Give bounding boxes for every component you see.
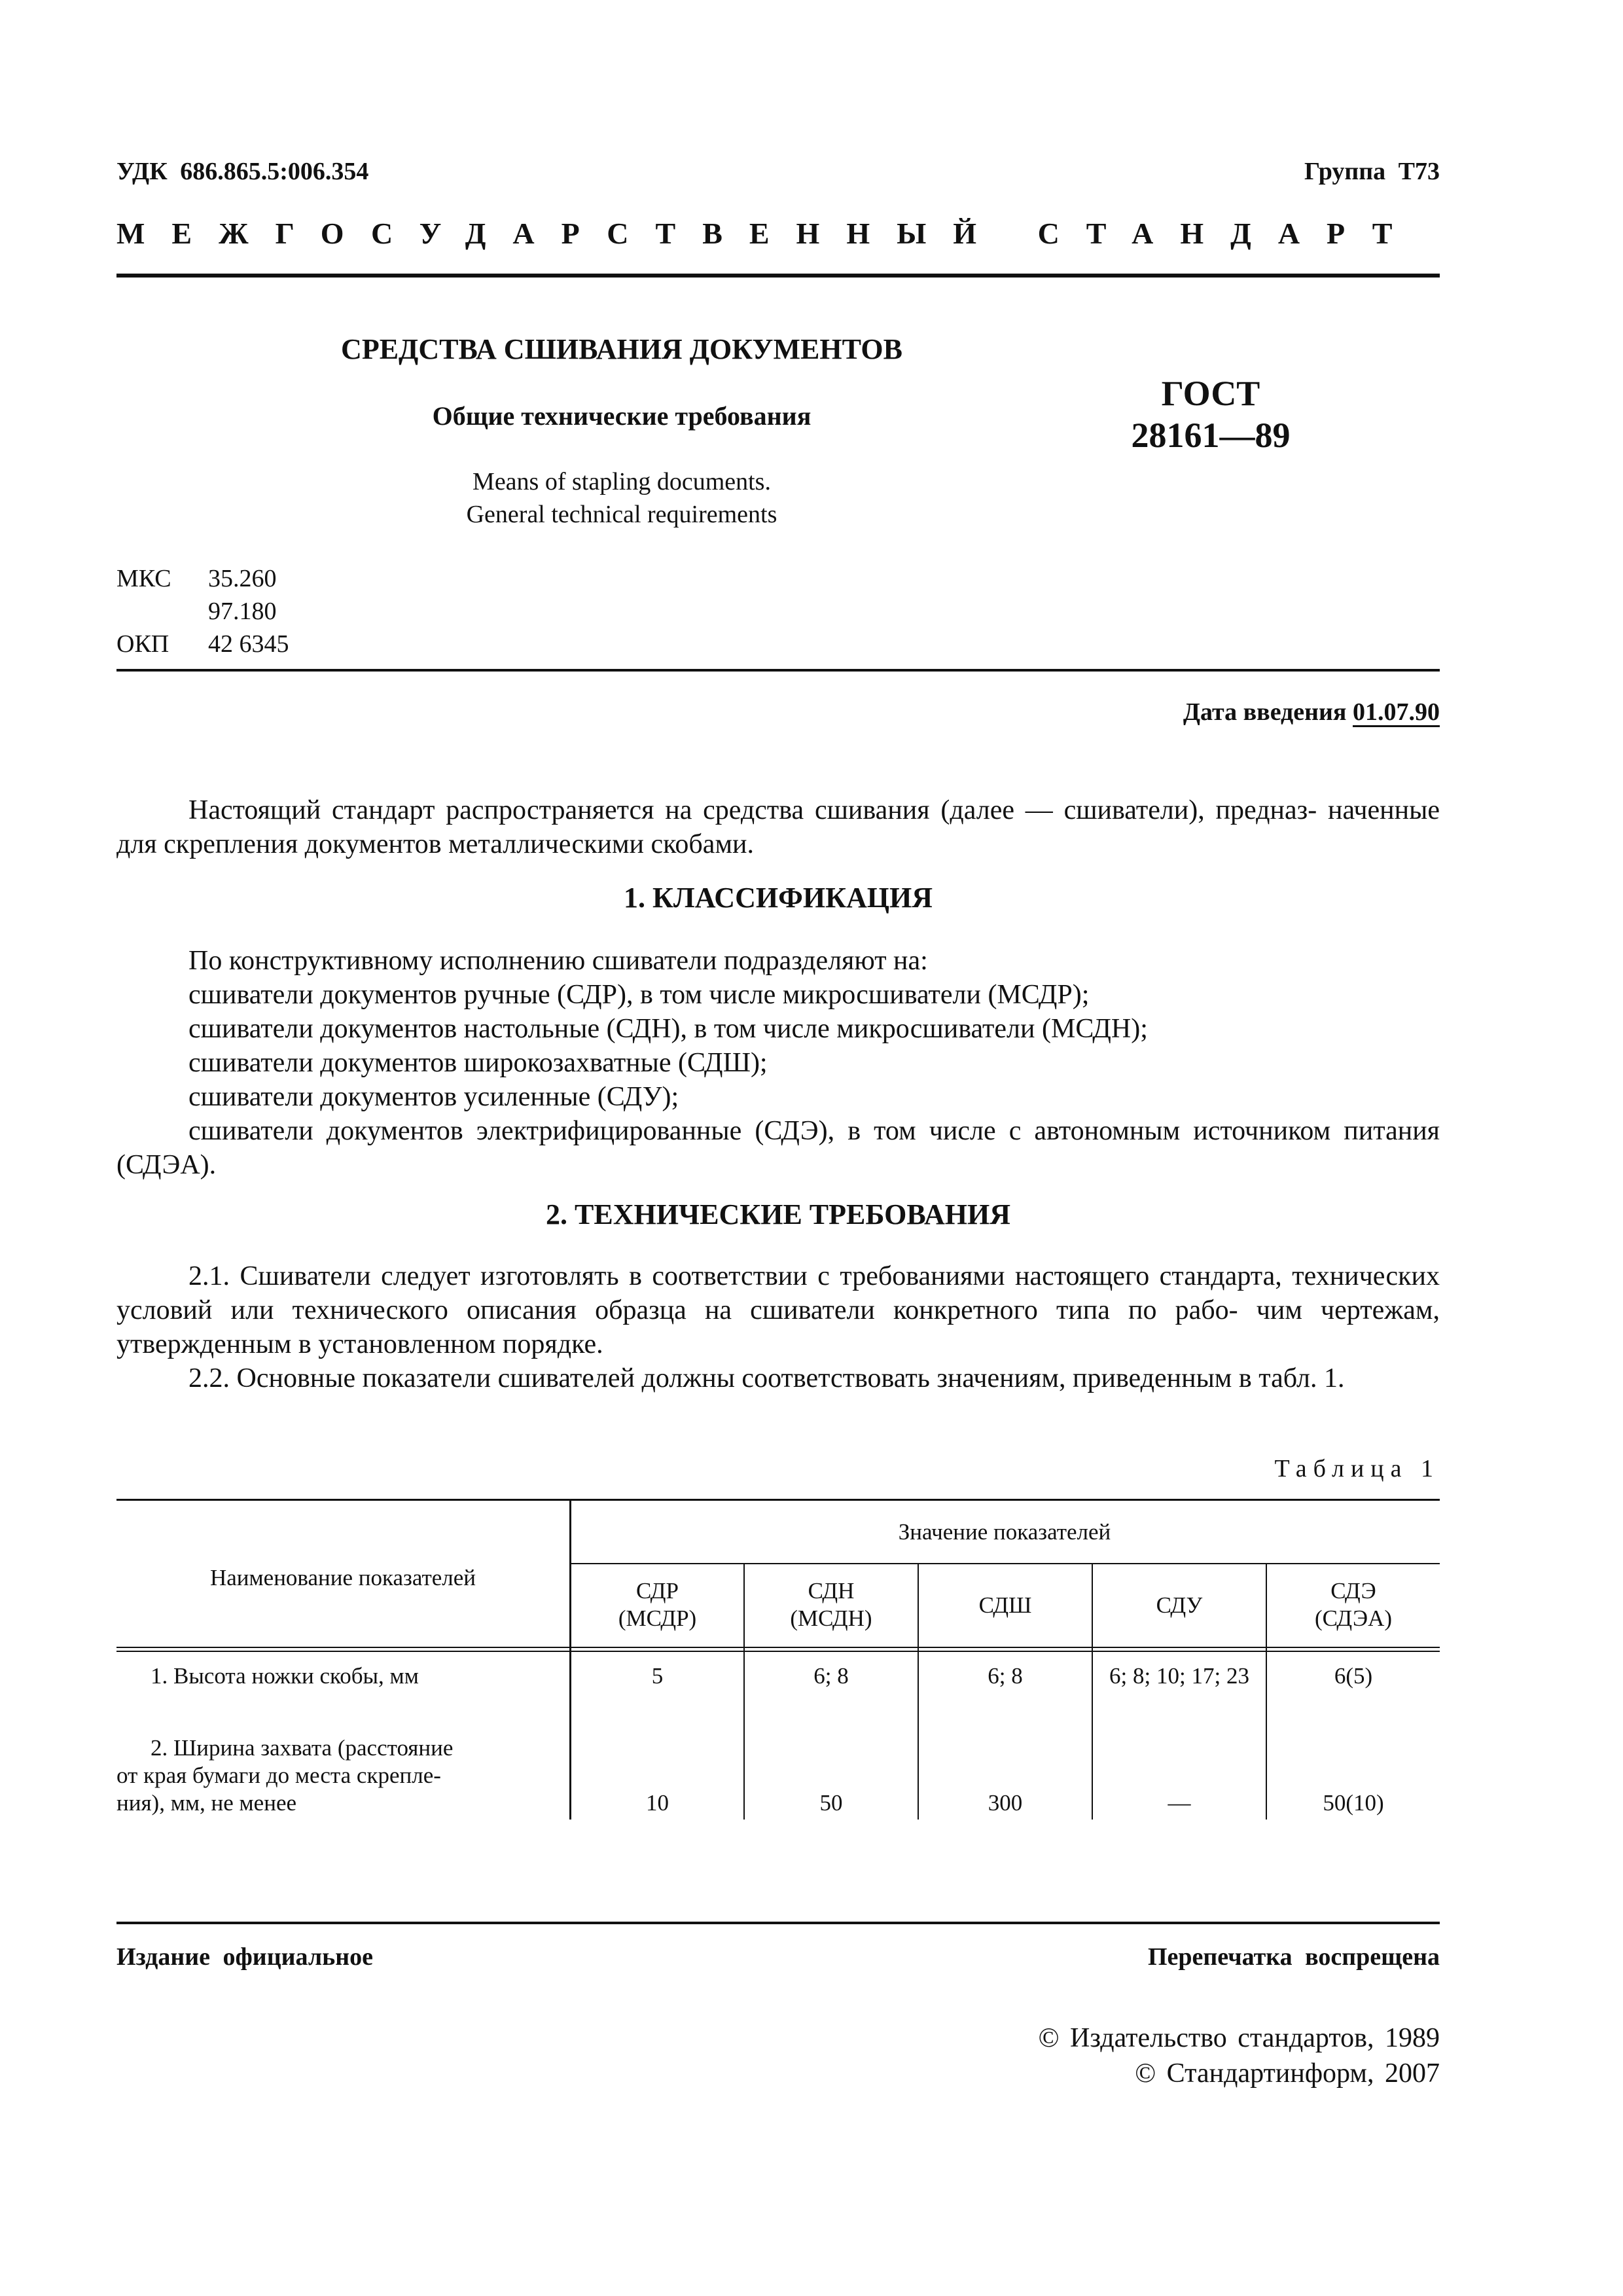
copyright-1989: © Издательство стандартов, 1989	[1038, 2023, 1440, 2053]
column-header-line: СДШ	[978, 1592, 1032, 1618]
table-header-bottom-rule	[116, 1651, 1440, 1652]
column-header-sde	[1267, 1577, 1440, 1632]
table-cell: 6; 8	[813, 1663, 849, 1689]
table-row-1-name: 1. Высота ножки скобы, мм	[151, 1663, 419, 1689]
paragraph-2-2: 2.2. Основные показатели сшивателей должны соответствовать значениям, приведенным в табл. 1.	[188, 1363, 1345, 1393]
column-header-line: СДР	[636, 1578, 679, 1604]
table-row-2-name-line: ния), мм, не менее	[116, 1790, 297, 1816]
table-row-2-name	[116, 1734, 562, 1817]
table-header-bottom-rule	[116, 1647, 1440, 1648]
table-cell: 300	[988, 1790, 1023, 1816]
table-cell: 50	[819, 1790, 843, 1816]
gost-number: 28161—89	[1131, 416, 1291, 455]
column-header-sdr	[571, 1577, 743, 1632]
okp-value: 42 6345	[208, 630, 289, 658]
table-vline	[569, 1499, 571, 1820]
classification-item: сшиватели документов ручные (СДР), в том числе микросшиватели (МСДР);	[188, 980, 1090, 1010]
table-top-rule	[116, 1499, 1440, 1501]
classification-list	[116, 944, 1440, 1182]
table-cell: 6; 8	[988, 1663, 1023, 1689]
section-2-heading: 2. ТЕХНИЧЕСКИЕ ТРЕБОВАНИЯ	[546, 1198, 1010, 1230]
table-cell: 10	[646, 1790, 669, 1816]
standard-banner: МЕЖГОСУДАРСТВЕННЫЙ СТАНДАРТ	[116, 217, 1419, 250]
column-header-line: СДЭ	[1330, 1578, 1376, 1604]
table-cell: 5	[651, 1663, 664, 1689]
classification-item: сшиватели документов усиленные (СДУ);	[188, 1082, 679, 1112]
okp-label: ОКП	[116, 630, 169, 658]
gost-label: ГОСТ	[1161, 374, 1260, 413]
column-header-line: (МСДР)	[618, 1605, 697, 1631]
mks-label: МКС	[116, 565, 171, 592]
codes-rule	[116, 669, 1440, 672]
mks-value-1: 35.260	[208, 565, 277, 592]
udk-code: УДК 686.865.5:006.354	[116, 158, 369, 185]
table-values-header: Значение показателей	[898, 1519, 1111, 1545]
footer-rule	[116, 1922, 1440, 1924]
group-code: Группа Т73	[1304, 158, 1440, 185]
section-1-heading: 1. КЛАССИФИКАЦИЯ	[624, 882, 933, 914]
column-header-sdn	[745, 1577, 918, 1632]
document-subtitle: Общие технические требования	[432, 401, 812, 431]
date-value: 01.07.90	[1353, 698, 1440, 726]
english-title-line-2: General technical requirements	[466, 501, 777, 528]
table-subheader-rule	[569, 1563, 1440, 1564]
classification-lead: По конструктивному исполнению сшиватели подразделяют на:	[188, 946, 928, 976]
table-row-2-name-line: 2. Ширина захвата (расстояние	[151, 1735, 454, 1761]
column-header-sdu	[1093, 1592, 1266, 1619]
english-title-line-1: Means of stapling documents.	[473, 468, 771, 495]
table-cell: 6(5)	[1334, 1663, 1373, 1689]
column-header-line: (СДЭА)	[1314, 1605, 1393, 1631]
mks-value-2: 97.180	[208, 598, 277, 625]
reprint-prohibited: Перепечатка воспрещена	[1147, 1943, 1440, 1971]
copyright-2007: © Стандартинформ, 2007	[1135, 2058, 1440, 2089]
edition-official: Издание официальное	[116, 1943, 374, 1971]
date-label: Дата введения	[1183, 698, 1347, 726]
column-header-sdsh	[919, 1592, 1092, 1619]
classification-item: сшиватели документов электрифицированные (СДЭ), в том числе с автономным источником питания (СДЭА).	[116, 1116, 1440, 1180]
intro-paragraph: Настоящий стандарт распространяется на средства сшивания (далее — сшиватели), предназ- наченные для скрепления документов металлическими скобами.	[116, 795, 1440, 859]
table-cell: 50(10)	[1323, 1790, 1384, 1816]
column-header-line: СДН	[808, 1578, 855, 1604]
table-cell: —	[1168, 1790, 1191, 1816]
column-header-line: СДУ	[1156, 1592, 1203, 1618]
column-header-line: (МСДН)	[790, 1605, 872, 1631]
classification-item: сшиватели документов широкозахватные (СДШ);	[188, 1048, 768, 1078]
header-rule	[116, 274, 1440, 278]
paragraph-2-1: 2.1. Сшиватели следует изготовлять в соответствии с требованиями настоящего стандарта, технических условий или технического описания образца на сшиватели конкретного типа по рабо- чим чертежам, утвержденным в установленном порядке.	[116, 1261, 1440, 1359]
table-cell: 6; 8; 10; 17; 23	[1109, 1663, 1249, 1689]
table-row-2-name-line: от края бумаги до места скрепле-	[116, 1763, 441, 1788]
table-caption: Таблица 1	[1274, 1455, 1440, 1482]
table-name-header: Наименование показателей	[209, 1565, 476, 1590]
classification-item: сшиватели документов настольные (СДН), в том числе микросшиватели (МСДН);	[188, 1014, 1148, 1044]
date-introduction	[1183, 698, 1440, 726]
document-title: СРЕДСТВА СШИВАНИЯ ДОКУМЕНТОВ	[341, 333, 902, 365]
